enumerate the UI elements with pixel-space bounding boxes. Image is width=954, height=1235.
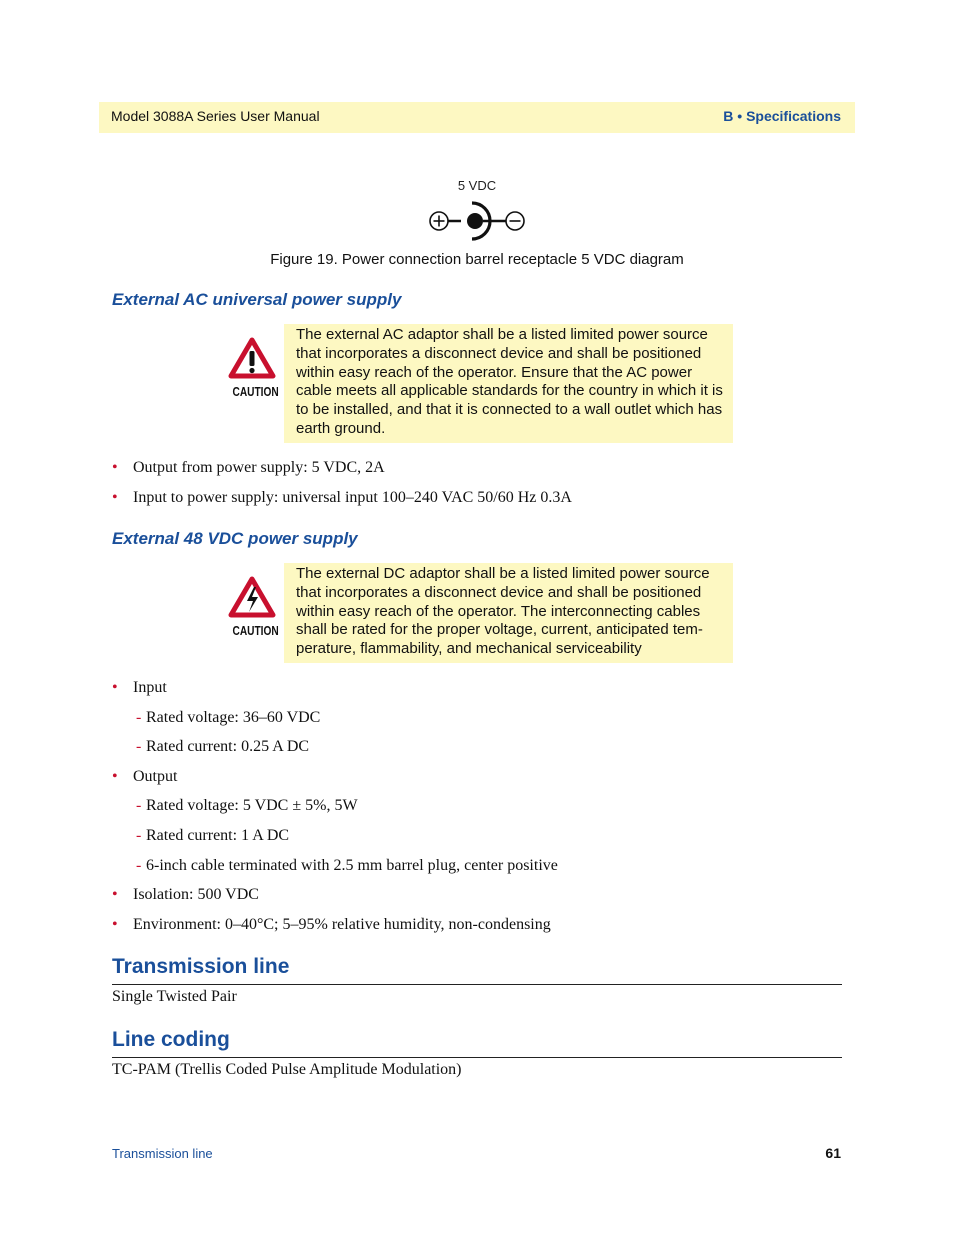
bullet-icon: • [112, 768, 118, 785]
dash-icon: - [136, 797, 142, 814]
list-item-text: Isolation: 500 VDC [133, 886, 259, 903]
sub-list-item [136, 738, 310, 756]
caution-label: CAUTION [232, 384, 279, 399]
list-item-text: Input to power supply: universal input 100–240 VAC 50/60 Hz 0.3A [133, 489, 572, 506]
caution-line: The external AC adaptor shall be a listed limited power source [296, 326, 708, 343]
sub-list-item [136, 827, 290, 845]
caution-line: perature, flammability, and mechanical serviceability [296, 640, 642, 658]
caution-line: The external DC adaptor shall be a listed limited power source [296, 565, 710, 582]
list-item-text: Rated current: 0.25 A DC [146, 738, 310, 755]
caution-line: that incorporates a disconnect device and shall be positioned [296, 583, 702, 601]
barrel-connector-diagram [424, 197, 530, 245]
transmission-line-title: Transmission line [112, 955, 290, 978]
electrical-hazard-icon [227, 576, 277, 618]
list-item [112, 489, 572, 507]
sub-list-item [136, 709, 321, 727]
bullet-icon: • [112, 886, 118, 903]
dash-icon: - [136, 738, 142, 755]
list-item [112, 886, 259, 904]
sub-list-item [136, 857, 558, 875]
ac-caution-icon [227, 337, 277, 399]
caution-line: within easy reach of the operator. The interconnecting cables [296, 602, 701, 620]
chapter-title: B • Specifications [723, 108, 841, 124]
list-item-text: Rated voltage: 36–60 VDC [146, 709, 321, 726]
list-item-text: Input [133, 679, 167, 696]
page-number: 61 [825, 1145, 841, 1161]
list-item-text: Output from power supply: 5 VDC, 2A [133, 459, 385, 476]
page-header [99, 102, 855, 133]
dc-supply-heading: External 48 VDC power supply [112, 529, 358, 548]
list-item-text: 6-inch cable terminated with 2.5 mm barrel plug, center positive [146, 857, 558, 874]
figure-voltage-label: 5 VDC [457, 178, 497, 193]
ac-supply-heading: External AC universal power supply [112, 290, 402, 309]
list-item-text: Rated current: 1 A DC [146, 827, 290, 844]
footer-section-link[interactable]: Transmission line [112, 1146, 213, 1161]
list-item-text: Rated voltage: 5 VDC ± 5%, 5W [146, 797, 358, 814]
bullet-icon: • [112, 459, 118, 476]
dash-icon: - [136, 857, 142, 874]
caution-line: within easy reach of the operator. Ensure that the AC power [296, 363, 693, 381]
dc-caution-icon [227, 576, 277, 638]
section-rule [112, 1057, 842, 1058]
caution-line: earth ground. [296, 419, 386, 437]
list-item-text: Environment: 0–40°C; 5–95% relative humidity, non-condensing [133, 916, 551, 933]
list-item [112, 459, 385, 477]
dc-caution-box [284, 563, 733, 663]
line-coding-text: TC-PAM (Trellis Coded Pulse Amplitude Modulation) [112, 1061, 462, 1078]
sub-list-item [136, 797, 358, 815]
list-item [112, 916, 551, 934]
center-pin-icon [467, 213, 483, 229]
section-rule [112, 984, 842, 985]
ac-caution-box [284, 324, 733, 443]
bullet-icon: • [112, 489, 118, 506]
list-item-text: Output [133, 768, 178, 785]
caution-label: CAUTION [232, 623, 279, 638]
dash-icon: - [136, 827, 142, 844]
line-coding-title: Line coding [112, 1028, 230, 1051]
list-item [112, 679, 167, 697]
warning-triangle-icon [227, 337, 277, 379]
caution-line: cable meets all applicable standards for the country in which it is [296, 382, 723, 400]
caution-line: shall be rated for the proper voltage, current, anticipated tem- [296, 621, 703, 639]
caution-line: to be installed, and that it is connected to a wall outlet which has [296, 401, 723, 419]
bullet-icon: • [112, 916, 118, 933]
figure-caption: Figure 19. Power connection barrel receptacle 5 VDC diagram [270, 251, 684, 268]
list-item [112, 768, 178, 786]
dash-icon: - [136, 709, 142, 726]
caution-line: that incorporates a disconnect device and shall be positioned [296, 344, 702, 362]
manual-title: Model 3088A Series User Manual [111, 108, 320, 124]
transmission-line-text: Single Twisted Pair [112, 988, 237, 1005]
bullet-icon: • [112, 679, 118, 696]
